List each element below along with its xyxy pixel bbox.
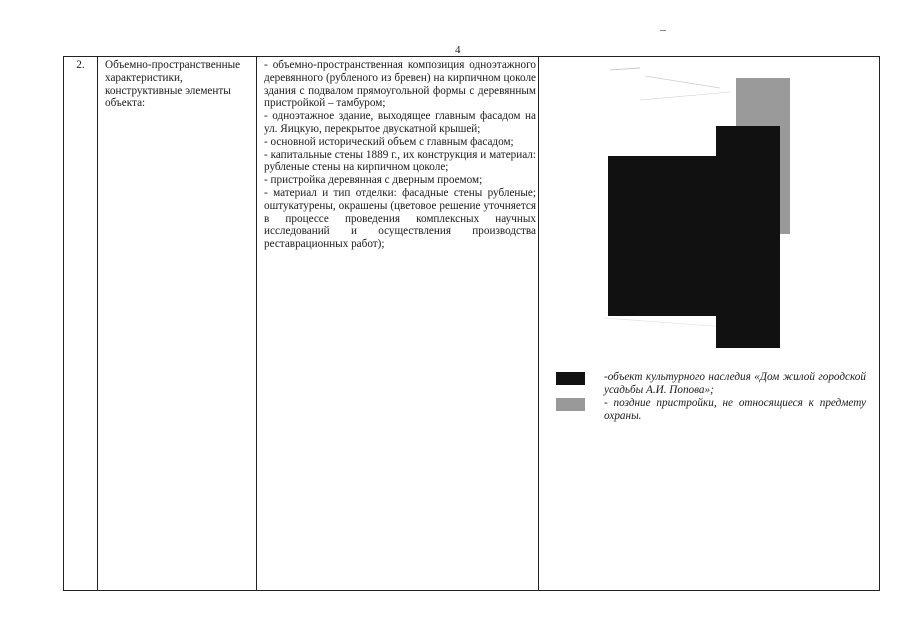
building-plan-drawing: [540, 66, 790, 356]
row-label: Объемно-пространственные характеристики, конструктивные элементы объекта:: [105, 59, 241, 110]
description-item: - основной исторический объем с главным фасадом;: [264, 135, 514, 148]
column-divider: [97, 57, 98, 590]
legend-item-historic: [556, 371, 866, 397]
historic-volume-tambour: [716, 126, 780, 348]
description-item: - пристройка деревянная с дверным проемом;: [264, 174, 483, 187]
description-item: - материал и тип отделки: фасадные стены рубленые; оштукатурены, окрашены (цветовое решение уточняется в процессе проведения комплексных научных исследований и осуществления производства реставрационных работ);: [264, 186, 536, 251]
description-item: - капитальные стены 1889 г., их конструкция и материал: рубленые стены на кирпичном цоколе;: [264, 148, 536, 174]
building-plan: [540, 66, 790, 356]
row-number: 2.: [76, 59, 85, 71]
plan-legend: [556, 371, 866, 423]
legend-swatch-black: [556, 372, 585, 385]
scan-mark: [660, 30, 666, 31]
column-divider: [538, 57, 539, 590]
page-number: 4: [455, 44, 461, 56]
legend-swatch-grey: [556, 398, 585, 411]
legend-label: - поздние пристройки, не относящиеся к предмету охраны.: [604, 397, 866, 422]
legend-label: -объект культурного наследия «Дом жилой городской усадьбы А.И. Попова»;: [604, 371, 866, 396]
column-divider: [256, 57, 257, 590]
description-item: - одноэтажное здание, выходящее главным фасадом на ул. Яицкую, перекрытое двускатной крышей;: [264, 110, 536, 135]
legend-item-later: [556, 397, 866, 423]
description-item: - объемно-пространственная композиция одноэтажного деревянного (рубленого из бревен) на кирпичном цоколе здания с подвалом прямоугольной формы с деревянным пристройкой – тамбуром;: [264, 59, 536, 110]
row-description: [264, 59, 536, 251]
